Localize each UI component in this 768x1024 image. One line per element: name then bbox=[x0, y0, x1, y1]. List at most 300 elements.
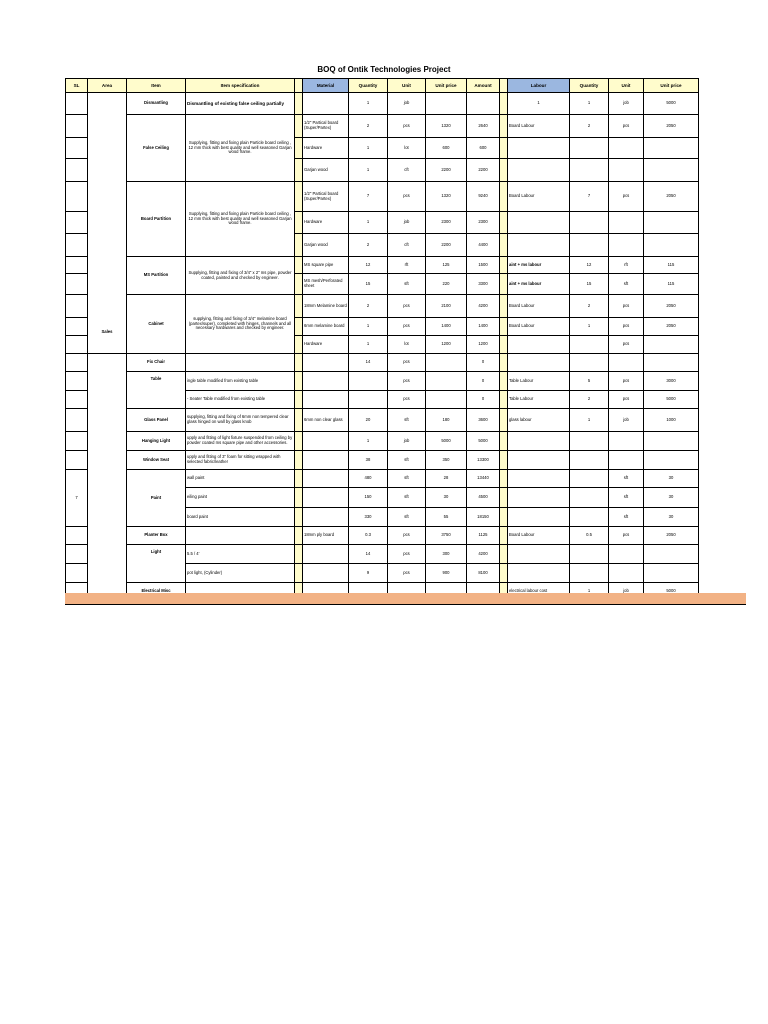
labour-unit-cell: sft bbox=[609, 488, 644, 508]
labour-cell bbox=[508, 336, 570, 354]
gap-cell bbox=[500, 488, 508, 508]
unit-cell: job bbox=[388, 212, 426, 234]
item-cell: Glass Panel bbox=[127, 409, 186, 432]
labour-unit-cell: job bbox=[609, 93, 644, 115]
spec-cell bbox=[186, 354, 295, 372]
amount-cell: 2640 bbox=[467, 115, 500, 138]
gap-cell bbox=[500, 508, 508, 527]
amount-cell: 9240 bbox=[467, 182, 500, 212]
labour-quantity-cell: 1 bbox=[570, 93, 609, 115]
sl-cell bbox=[66, 182, 88, 212]
material-cell: 18mm ply board bbox=[303, 527, 349, 545]
spec-cell: upply and fitting of light fixture suspended from ceiling by powder coated ms square pipe and other accessories. bbox=[186, 432, 295, 451]
labour-quantity-cell: 0.5 bbox=[570, 527, 609, 545]
labour-unit-cell bbox=[609, 159, 644, 182]
amount-cell: 0 bbox=[467, 354, 500, 372]
material-cell: MS square pipe bbox=[303, 257, 349, 274]
material-cell: MS mesh/Perforated sheet bbox=[303, 274, 349, 295]
labour-quantity-cell bbox=[570, 336, 609, 354]
item-cell: Fix Chair bbox=[127, 354, 186, 372]
material-cell: 1/2" Partical board (Super/Partex) bbox=[303, 182, 349, 212]
header-spec: Item specification bbox=[186, 79, 295, 93]
table-row bbox=[66, 372, 699, 391]
labour-unit-price-cell bbox=[644, 354, 699, 372]
material-cell bbox=[303, 564, 349, 583]
labour-quantity-cell bbox=[570, 470, 609, 488]
amount-cell: 1500 bbox=[467, 257, 500, 274]
unit-price-cell: 2100 bbox=[426, 295, 467, 318]
labour-cell bbox=[508, 470, 570, 488]
item-cell: Hanging Light bbox=[127, 432, 186, 451]
spec-cell bbox=[186, 527, 295, 545]
amount-cell: 1400 bbox=[467, 318, 500, 336]
labour-quantity-cell bbox=[570, 234, 609, 257]
labour-unit-price-cell: 5000 bbox=[644, 583, 699, 601]
labour-quantity-cell: 5 bbox=[570, 372, 609, 391]
amount-cell: 13440 bbox=[467, 470, 500, 488]
gap-cell bbox=[500, 295, 508, 318]
gap-cell bbox=[295, 274, 303, 295]
gap-cell bbox=[295, 257, 303, 274]
labour-unit-cell bbox=[609, 212, 644, 234]
labour-unit-cell bbox=[609, 451, 644, 470]
labour-cell: Board Labour bbox=[508, 527, 570, 545]
labour-quantity-cell bbox=[570, 354, 609, 372]
unit-cell: pcs bbox=[388, 545, 426, 564]
sl-cell bbox=[66, 527, 88, 545]
labour-unit-price-cell: 2050 bbox=[644, 295, 699, 318]
spec-cell: - Seater Table modified from existing table bbox=[186, 391, 295, 409]
unit-price-cell bbox=[426, 354, 467, 372]
header-material: Material bbox=[303, 79, 349, 93]
sl-cell bbox=[66, 234, 88, 257]
quantity-cell: 14 bbox=[349, 354, 388, 372]
labour-quantity-cell: 1 bbox=[570, 583, 609, 601]
spec-cell: Dismantling of existing false ceiling partially bbox=[186, 93, 295, 115]
labour-unit-cell: pcs bbox=[609, 336, 644, 354]
labour-unit-price-cell: 3000 bbox=[644, 372, 699, 391]
unit-cell: job bbox=[388, 93, 426, 115]
unit-price-cell: 28 bbox=[426, 470, 467, 488]
gap-cell bbox=[295, 372, 303, 391]
quantity-cell: 2 bbox=[349, 295, 388, 318]
header-unit-price: Unit price bbox=[426, 79, 467, 93]
unit-cell: lot bbox=[388, 336, 426, 354]
unit-price-cell: 600 bbox=[426, 138, 467, 159]
labour-quantity-cell bbox=[570, 212, 609, 234]
unit-price-cell: 2300 bbox=[426, 212, 467, 234]
labour-cell: Board Labour bbox=[508, 115, 570, 138]
labour-unit-cell: pcs bbox=[609, 115, 644, 138]
labour-unit-price-cell: 5000 bbox=[644, 391, 699, 409]
labour-unit-price-cell bbox=[644, 451, 699, 470]
material-cell bbox=[303, 354, 349, 372]
gap-cell bbox=[500, 545, 508, 564]
quantity-cell: 38 bbox=[349, 451, 388, 470]
labour-unit-cell: sft bbox=[609, 274, 644, 295]
quantity-cell: 330 bbox=[349, 508, 388, 527]
table-row bbox=[66, 257, 699, 274]
gap-cell bbox=[500, 79, 508, 93]
sl-cell bbox=[66, 115, 88, 138]
material-cell bbox=[303, 451, 349, 470]
material-cell bbox=[303, 470, 349, 488]
gap-cell bbox=[500, 212, 508, 234]
spec-cell: board paint bbox=[186, 508, 295, 527]
item-cell: Light bbox=[127, 545, 186, 583]
labour-quantity-cell bbox=[570, 564, 609, 583]
unit-price-cell: 350 bbox=[426, 451, 467, 470]
labour-unit-cell bbox=[609, 564, 644, 583]
labour-quantity-cell: 15 bbox=[570, 274, 609, 295]
labour-cell: Table Labour bbox=[508, 391, 570, 409]
gap-cell bbox=[500, 372, 508, 391]
table-row bbox=[66, 115, 699, 138]
labour-unit-cell: job bbox=[609, 409, 644, 432]
unit-cell: cft bbox=[388, 234, 426, 257]
gap-cell bbox=[500, 182, 508, 212]
labour-unit-cell: rft bbox=[609, 257, 644, 274]
amount-cell: 3600 bbox=[467, 409, 500, 432]
labour-unit-price-cell bbox=[644, 234, 699, 257]
quantity-cell: 1 bbox=[349, 138, 388, 159]
unit-cell: cft bbox=[388, 159, 426, 182]
labour-quantity-cell bbox=[570, 451, 609, 470]
unit-cell: sft bbox=[388, 409, 426, 432]
labour-cell bbox=[508, 138, 570, 159]
unit-price-cell bbox=[426, 391, 467, 409]
labour-cell bbox=[508, 545, 570, 564]
material-cell bbox=[303, 432, 349, 451]
quantity-cell: 0.3 bbox=[349, 527, 388, 545]
unit-price-cell bbox=[426, 93, 467, 115]
area-cell-sales bbox=[88, 329, 127, 601]
amount-cell: 4200 bbox=[467, 545, 500, 564]
table-row bbox=[66, 354, 699, 372]
header-sl: SL bbox=[66, 79, 88, 93]
unit-cell: sft bbox=[388, 488, 426, 508]
labour-quantity-cell: 7 bbox=[570, 182, 609, 212]
labour-quantity-cell: 1 bbox=[570, 409, 609, 432]
amount-cell: 600 bbox=[467, 138, 500, 159]
unit-price-cell: 1320 bbox=[426, 182, 467, 212]
labour-cell: 1 bbox=[508, 93, 570, 115]
material-cell: 1/2" Partical board (Super/Partex) bbox=[303, 115, 349, 138]
labour-unit-price-cell: 2050 bbox=[644, 182, 699, 212]
gap-cell bbox=[500, 274, 508, 295]
spec-cell: Supplying, fitting and fixing of 3/4" x 2" ms pipe, powder coated, painted and checked by engineer. bbox=[186, 257, 295, 295]
labour-unit-cell bbox=[609, 354, 644, 372]
header-labour-unit: Unit bbox=[609, 79, 644, 93]
item-cell: Table bbox=[127, 372, 186, 409]
quantity-cell: 1 bbox=[349, 318, 388, 336]
labour-unit-cell: pcs bbox=[609, 372, 644, 391]
labour-unit-price-cell bbox=[644, 212, 699, 234]
labour-quantity-cell bbox=[570, 138, 609, 159]
quantity-cell: 20 bbox=[349, 409, 388, 432]
item-cell: Dismantling bbox=[127, 93, 186, 115]
labour-unit-price-cell: 5000 bbox=[644, 93, 699, 115]
boq-title: BOQ of Ontik Technologies Project bbox=[317, 65, 451, 74]
material-cell: 6mm non clear glass bbox=[303, 409, 349, 432]
gap-cell bbox=[295, 451, 303, 470]
labour-quantity-cell: 2 bbox=[570, 295, 609, 318]
header-amount: Amount bbox=[467, 79, 500, 93]
labour-quantity-cell bbox=[570, 159, 609, 182]
labour-unit-price-cell: 30 bbox=[644, 508, 699, 527]
spec-cell: Supplying, fitting and fixing plain Particle board ceiling , 12 mm thick with best quality and well seasoned Garjan wood frame. bbox=[186, 182, 295, 257]
labour-cell: aint + ms labour bbox=[508, 274, 570, 295]
material-cell bbox=[303, 391, 349, 409]
table-row bbox=[66, 93, 699, 115]
unit-cell: pcs bbox=[388, 295, 426, 318]
unit-price-cell: 300 bbox=[426, 545, 467, 564]
gap-cell bbox=[295, 409, 303, 432]
labour-unit-price-cell: 30 bbox=[644, 488, 699, 508]
quantity-cell bbox=[349, 391, 388, 409]
unit-cell: pcs bbox=[388, 372, 426, 391]
amount-cell: 2200 bbox=[467, 159, 500, 182]
sl-cell bbox=[66, 391, 88, 409]
sl-cell bbox=[66, 295, 88, 318]
gap-cell bbox=[295, 545, 303, 564]
gap-cell bbox=[295, 93, 303, 115]
header-labour: Labour bbox=[508, 79, 570, 93]
material-cell: 6mm melamine board bbox=[303, 318, 349, 336]
material-cell: Garjan wood bbox=[303, 159, 349, 182]
amount-cell: 3300 bbox=[467, 274, 500, 295]
gap-cell bbox=[500, 318, 508, 336]
unit-price-cell: 3750 bbox=[426, 527, 467, 545]
gap-cell bbox=[500, 470, 508, 488]
labour-unit-price-cell: 30 bbox=[644, 470, 699, 488]
quantity-cell: 1 bbox=[349, 432, 388, 451]
sl-cell bbox=[66, 212, 88, 234]
quantity-cell: 1 bbox=[349, 336, 388, 354]
sl-cell bbox=[66, 257, 88, 274]
gap-cell bbox=[295, 318, 303, 336]
labour-cell bbox=[508, 159, 570, 182]
quantity-cell: 2 bbox=[349, 234, 388, 257]
gap-cell bbox=[295, 488, 303, 508]
labour-unit-price-cell bbox=[644, 432, 699, 451]
spec-cell: upply and fitting of 3" foam for sitting wrapped with selected fabric/leather bbox=[186, 451, 295, 470]
labour-unit-cell bbox=[609, 545, 644, 564]
sl-cell bbox=[66, 354, 88, 372]
unit-price-cell: 2200 bbox=[426, 159, 467, 182]
unit-cell: pcs bbox=[388, 527, 426, 545]
material-cell: Garjan wood bbox=[303, 234, 349, 257]
sl-cell: 7 bbox=[66, 470, 88, 527]
table-row bbox=[66, 451, 699, 470]
amount-cell: 1200 bbox=[467, 336, 500, 354]
amount-cell: 8100 bbox=[467, 564, 500, 583]
gap-cell bbox=[500, 527, 508, 545]
unit-price-cell: 1320 bbox=[426, 115, 467, 138]
sl-cell bbox=[66, 274, 88, 295]
sl-cell bbox=[66, 451, 88, 470]
unit-cell: sft bbox=[388, 451, 426, 470]
labour-unit-price-cell: 2050 bbox=[644, 527, 699, 545]
header-item: Item bbox=[127, 79, 186, 93]
gap-cell bbox=[295, 432, 303, 451]
labour-unit-cell: pcs bbox=[609, 391, 644, 409]
header-row bbox=[66, 79, 699, 93]
sl-cell bbox=[66, 564, 88, 583]
table-row bbox=[66, 295, 699, 318]
gap-cell bbox=[295, 508, 303, 527]
item-cell: MS Partition bbox=[127, 257, 186, 295]
unit-price-cell: 1200 bbox=[426, 336, 467, 354]
gap-cell bbox=[500, 115, 508, 138]
labour-unit-cell: pcs bbox=[609, 318, 644, 336]
gap-cell bbox=[295, 159, 303, 182]
quantity-cell: 150 bbox=[349, 488, 388, 508]
item-cell: False Ceiling bbox=[127, 115, 186, 182]
item-cell: Board Partition bbox=[127, 182, 186, 257]
labour-cell: Board Labour bbox=[508, 182, 570, 212]
amount-cell: 5000 bbox=[467, 432, 500, 451]
quantity-cell: 1 bbox=[349, 93, 388, 115]
labour-cell: Board Labour bbox=[508, 318, 570, 336]
labour-quantity-cell bbox=[570, 488, 609, 508]
gap-cell bbox=[295, 470, 303, 488]
material-cell bbox=[303, 488, 349, 508]
unit-price-cell: 220 bbox=[426, 274, 467, 295]
labour-unit-cell bbox=[609, 138, 644, 159]
item-cell: Planter Box bbox=[127, 527, 186, 545]
unit-price-cell: 900 bbox=[426, 564, 467, 583]
labour-quantity-cell: 1 bbox=[570, 318, 609, 336]
unit-price-cell: 2200 bbox=[426, 234, 467, 257]
gap-cell bbox=[500, 234, 508, 257]
quantity-cell bbox=[349, 372, 388, 391]
material-cell bbox=[303, 545, 349, 564]
labour-quantity-cell bbox=[570, 432, 609, 451]
gap-cell bbox=[295, 527, 303, 545]
amount-cell bbox=[467, 93, 500, 115]
material-cell bbox=[303, 372, 349, 391]
gap-cell bbox=[500, 391, 508, 409]
quantity-cell: 9 bbox=[349, 564, 388, 583]
material-cell bbox=[303, 508, 349, 527]
spec-cell: 5.5 / 4' bbox=[186, 545, 295, 564]
gap-cell bbox=[295, 295, 303, 318]
gap-cell bbox=[500, 564, 508, 583]
sl-cell bbox=[66, 318, 88, 336]
spec-cell: wall paint bbox=[186, 470, 295, 488]
area-cell bbox=[88, 93, 127, 354]
labour-unit-cell bbox=[609, 432, 644, 451]
quantity-cell: 15 bbox=[349, 274, 388, 295]
quantity-cell: 7 bbox=[349, 182, 388, 212]
labour-quantity-cell bbox=[570, 508, 609, 527]
item-cell: Window Seat bbox=[127, 451, 186, 470]
spec-cell: pot light, (Cylinder) bbox=[186, 564, 295, 583]
sl-cell bbox=[66, 409, 88, 432]
labour-cell: glass labour bbox=[508, 409, 570, 432]
item-cell: Electrical Misc bbox=[127, 583, 186, 601]
quantity-cell: 480 bbox=[349, 470, 388, 488]
unit-cell: pcs bbox=[388, 564, 426, 583]
labour-cell bbox=[508, 234, 570, 257]
labour-quantity-cell: 2 bbox=[570, 391, 609, 409]
sl-cell bbox=[66, 545, 88, 564]
table-row bbox=[66, 432, 699, 451]
labour-cell bbox=[508, 488, 570, 508]
quantity-cell: 1 bbox=[349, 212, 388, 234]
unit-cell: rft bbox=[388, 257, 426, 274]
gap-cell bbox=[500, 409, 508, 432]
quantity-cell: 2 bbox=[349, 115, 388, 138]
unit-price-cell: 180 bbox=[426, 409, 467, 432]
material-cell: 18mm Melamine board bbox=[303, 295, 349, 318]
labour-cell bbox=[508, 432, 570, 451]
labour-cell bbox=[508, 508, 570, 527]
labour-unit-price-cell: 115 bbox=[644, 274, 699, 295]
gap-cell bbox=[295, 115, 303, 138]
unit-cell: pcs bbox=[388, 354, 426, 372]
gap-cell bbox=[295, 79, 303, 93]
labour-unit-price-cell: 2050 bbox=[644, 318, 699, 336]
labour-unit-cell: sft bbox=[609, 508, 644, 527]
labour-unit-price-cell bbox=[644, 545, 699, 564]
material-cell: Hardware bbox=[303, 336, 349, 354]
unit-cell: pcs bbox=[388, 391, 426, 409]
sl-cell bbox=[66, 138, 88, 159]
labour-cell bbox=[508, 451, 570, 470]
quantity-cell: 1 bbox=[349, 159, 388, 182]
item-cell: Cabinet bbox=[127, 295, 186, 354]
sl-cell bbox=[66, 159, 88, 182]
labour-quantity-cell: 2 bbox=[570, 115, 609, 138]
gap-cell bbox=[500, 93, 508, 115]
table-row bbox=[66, 470, 699, 488]
gap-cell bbox=[295, 138, 303, 159]
boq-table bbox=[65, 78, 699, 601]
unit-cell: lot bbox=[388, 138, 426, 159]
spec-cell: Supplying, fitting and fixing plain Particle board ceiling , 12 mm thick with best quality and well seasoned Garjan wood frame. bbox=[186, 115, 295, 182]
sl-cell bbox=[66, 93, 88, 115]
unit-price-cell: 55 bbox=[426, 508, 467, 527]
unit-price-cell: 30 bbox=[426, 488, 467, 508]
area-label: Sales bbox=[101, 329, 113, 334]
labour-unit-cell bbox=[609, 234, 644, 257]
labour-cell: electrical labour cost bbox=[508, 583, 570, 601]
gap-cell bbox=[500, 336, 508, 354]
labour-unit-price-cell: 1000 bbox=[644, 409, 699, 432]
amount-cell: 0 bbox=[467, 391, 500, 409]
table-row bbox=[66, 409, 699, 432]
sl-cell bbox=[66, 336, 88, 354]
header-quantity: Quantity bbox=[349, 79, 388, 93]
amount-cell: 4200 bbox=[467, 295, 500, 318]
gap-cell bbox=[295, 182, 303, 212]
spec-cell: eiling paint bbox=[186, 488, 295, 508]
labour-cell: Table Labour bbox=[508, 372, 570, 391]
labour-unit-price-cell bbox=[644, 336, 699, 354]
table-row bbox=[66, 527, 699, 545]
labour-unit-cell: pcs bbox=[609, 295, 644, 318]
total-bar bbox=[65, 593, 746, 605]
unit-price-cell bbox=[426, 372, 467, 391]
labour-unit-price-cell: 2050 bbox=[644, 115, 699, 138]
table-row bbox=[66, 545, 699, 564]
gap-cell bbox=[295, 336, 303, 354]
item-cell: Paint bbox=[127, 470, 186, 527]
gap-cell bbox=[295, 212, 303, 234]
material-cell bbox=[303, 93, 349, 115]
